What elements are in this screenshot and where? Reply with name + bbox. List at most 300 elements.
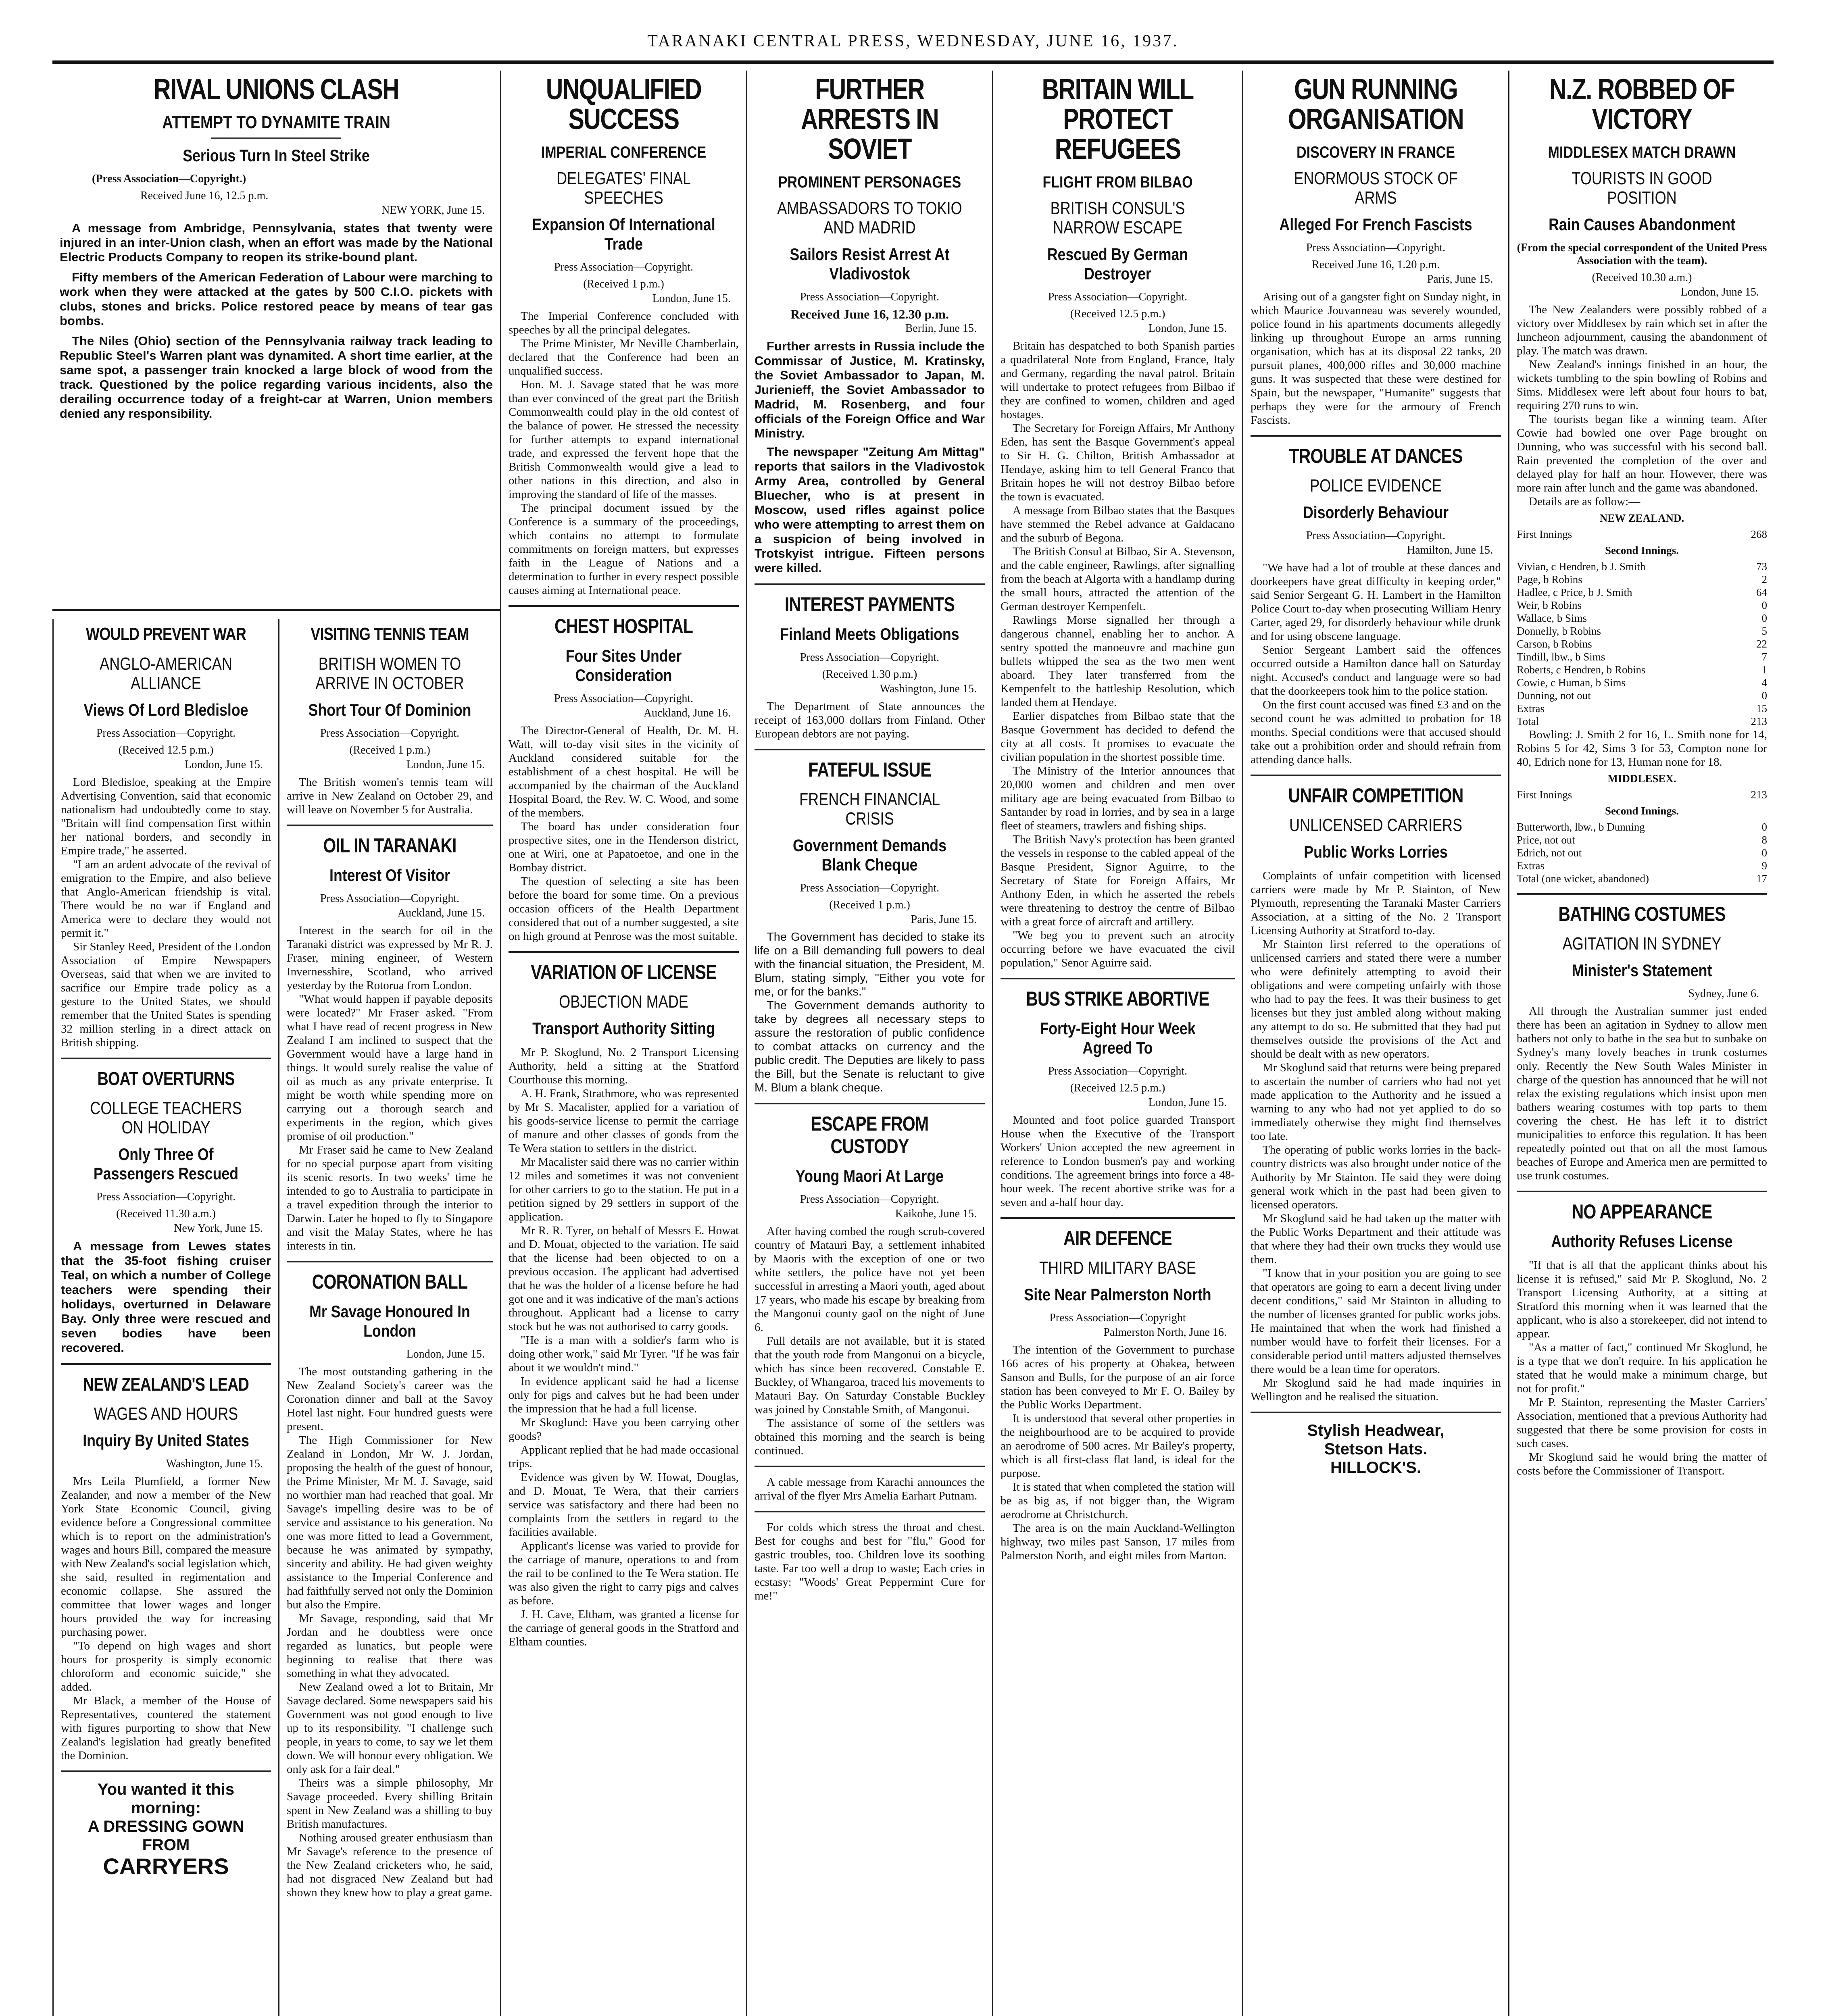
masthead-text: TARANAKI CENTRAL PRESS, WEDNESDAY, JUNE 16, 1937.: [647, 32, 1179, 50]
paragraph: Senior Sergeant Lambert said the offences occurred outside a Hamilton dance hall on Saturday night. Accused's conduct and language were so bad that the doorkeepers took him to the police station.: [1251, 644, 1501, 698]
paragraph: "He is a man with a soldier's farm who is doing other work," said Mr Tyrer. "If he was fair about it we wouldn't mind.": [509, 1334, 739, 1374]
credit: Press Association—Copyright.: [1048, 291, 1188, 303]
divider: [1251, 775, 1501, 776]
received: (Received 1 p.m.): [829, 899, 910, 911]
subheadline: ANGLO-AMERICAN ALLIANCE: [100, 654, 232, 693]
received: Received June 16, 1.20 p.m.: [1311, 258, 1440, 271]
credit: Press Association—Copyright.: [800, 1193, 940, 1206]
article-body: [1251, 290, 1501, 427]
column-1: [52, 619, 278, 2016]
dateline: London, June 15.: [1680, 286, 1759, 298]
credit: Press Association—Copyright.: [96, 727, 236, 739]
divider: [1517, 1191, 1767, 1192]
paragraph: "To depend on high wages and short hours for prosperity is simply economic chloroform and economic suicide," she added.: [61, 1639, 271, 1693]
paragraph: Mr Macalister said there was no carrier within 12 miles and sometimes it was not convenient for other carriers to go to the station. He put in a petition signed by 29 settlers in support of the application.: [509, 1156, 739, 1223]
deck: Expansion Of International Trade: [532, 215, 715, 253]
score-label: Total (one wicket, abandoned): [1517, 873, 1649, 885]
paragraph: Mr Skoglund said that returns were being prepared to ascertain the number of carriers who had not yet made application to the Authority and he issued a warning to any who had not yet applied to do so immediately otherwise they might find themselves too late.: [1251, 1061, 1501, 1143]
batsman: Page, b Robins: [1517, 573, 1582, 585]
batsman: Butterworth, lbw., b Dunning: [1517, 821, 1645, 833]
paragraph: J. H. Cave, Eltham, was granted a license for the carriage of general goods in the Stratford and Eltham counties.: [509, 1608, 739, 1648]
paragraph: Further arrests in Russia include the Commissar of Justice, M. Kratinsky, the Soviet Ambassador to Japan, M. Jurienieff, the Soviet Ambassador to Madrid, M. Rosenberg, and four officials of the Foreign Office and War Ministry.: [755, 339, 985, 440]
batting-row: [1517, 702, 1767, 715]
batting-row: [1517, 846, 1767, 859]
dateline: Washington, June 15.: [880, 683, 977, 695]
paragraph: Sir Stanley Reed, President of the London Association of Empire Newspapers Overseas, said that when we are invited to sacrifice our Empire trade policy as a gesture to the United States, we should remember that the United States is spending 32 million sterling in a direct attack on British shipping.: [61, 940, 271, 1049]
subheadline: BRITISH WOMEN TO ARRIVE IN OCTOBER: [315, 654, 464, 693]
received: Received June 16, 12.5 p.m.: [140, 190, 269, 202]
article-body: [1251, 869, 1501, 1404]
batsman: Hadlee, c Price, b J. Smith: [1517, 586, 1632, 598]
team-label: MIDDLESEX.: [1607, 773, 1676, 785]
article-body: [287, 924, 493, 1253]
runs: 2: [1761, 573, 1767, 585]
deck: Short Tour Of Dominion: [308, 700, 471, 719]
subheadline: DISCOVERY IN FRANCE: [1297, 144, 1455, 161]
subheadline: AMBASSADORS TO TOKIO AND MADRID: [777, 198, 962, 237]
dateline: Paris, June 15.: [1427, 273, 1493, 285]
paragraph: The board has under consideration four prospective sites, one in the Henderson district, one at Wiri, one at Papatoetoe, and one in the Bombay district.: [509, 820, 739, 874]
article-body: [1001, 1343, 1235, 1562]
dateline: Berlin, June 15.: [905, 322, 977, 335]
deck: Serious Turn In Steel Strike: [183, 146, 370, 165]
deck: Inquiry By United States: [83, 1431, 249, 1450]
dateline: London, June 15.: [1148, 1096, 1227, 1109]
deck: Views Of Lord Bledisloe: [83, 700, 248, 719]
runs: 0: [1761, 821, 1767, 833]
divider: [1251, 1412, 1501, 1413]
divider: [287, 825, 493, 826]
paragraph: Mr Skoglund: Have you been carrying other goods?: [509, 1416, 739, 1443]
credit: Press Association—Copyright.: [320, 892, 460, 905]
column-2: [278, 619, 500, 2016]
paragraph: The tourists began like a winning team. After Cowie had bowled one over Page brought on Dunning, who was successful with his second ball. Rain prevented the completion of the over and delayed play for half an hour. However, there was more rain after lunch and the game was abandoned.: [1517, 413, 1767, 494]
paragraph: "I am an ardent advocate of the revival of emigration to the Empire, and also believe that Anglo-American friendship is vital. There would be no war if England and America were to declare they would not permit it.": [61, 858, 271, 939]
paragraph: The Prime Minister, Mr Neville Chamberlain, declared that the Conference had been an unqualified success.: [509, 337, 739, 377]
credit: (From the special correspondent of the United Press Association with the team).: [1517, 242, 1767, 267]
article-body: [755, 700, 985, 741]
received: (Received 1 p.m.): [349, 744, 430, 756]
bowling-summary: [1517, 728, 1767, 769]
paragraph: The Ministry of the Interior announces that 20,000 women and children and men over military age are being evacuated from Bilbao to Santander by road in lorries, and by sea in a large fleet of steamers, trawlers and fishing ships.: [1001, 764, 1235, 832]
ad-line: Stylish Headwear,: [1307, 1422, 1445, 1439]
score-value: 268: [1751, 528, 1767, 540]
column-7: [1508, 71, 1774, 2016]
subheadline: TOURISTS IN GOOD POSITION: [1572, 169, 1712, 208]
batsman: Vivian, c Hendren, b J. Smith: [1517, 560, 1646, 573]
article-body: [61, 1475, 271, 1762]
paragraph: The operating of public works lorries in the back-country districts was also brought under notice of the Authority by Mr Stainton. He said they were doing general work which in the past had been given to licensed operators.: [1251, 1143, 1501, 1211]
article-body: [509, 1045, 739, 1649]
runs: 7: [1761, 651, 1767, 663]
paragraph: The Director-General of Health, Dr. M. H. Watt, will to-day visit sites in the vicinity of Auckland considered suitable for the establishment of a chest hospital. He will be accompanied by the chairman of the Auckland Hospital Board, the Rev. W. C. Wood, and some of the members.: [509, 724, 739, 819]
batting-row: [1517, 689, 1767, 702]
subheadline: ATTEMPT TO DYNAMITE TRAIN: [162, 112, 390, 132]
newspaper-page: [52, 71, 1774, 2016]
paragraph: Applicant replied that he had made occasional trips.: [509, 1443, 739, 1470]
column-3: [500, 71, 746, 2016]
paragraph: Mr R. R. Tyrer, on behalf of Messrs E. Howat and D. Mouat, objected to the variation. He said that the license had been objected to on a previous occasion. The applicant had advertised that he was the holder of a license before he had got one and it was indicative of the man's actions throughout. Applicant had a license to carry stock but he was not authorised to carry goods.: [509, 1224, 739, 1333]
paragraph: Full details are not available, but it is stated that the youth rode from Mangonui on a bicycle, which has since been recovered. Constable E. Buckley, of Whangaroa, traced his movements to Matauri Bay. On Saturday Constable Buckley was joined by Constable Smith, of Mangonui.: [755, 1335, 985, 1416]
credit: Press Association—Copyright.: [800, 651, 940, 664]
dateline: London, June 15.: [406, 758, 485, 771]
subheadline: OBJECTION MADE: [559, 992, 688, 1012]
paragraph: Earlier dispatches from Bilbao state that the Basque Government has decided to defend the city at all costs. It promises to evacuate the civilian population in the shortest possible time.: [1001, 710, 1235, 764]
paragraph: Mr Skoglund said he had taken up the matter with the Public Works Department and their attitude was that where they had their own trucks they would use them.: [1251, 1212, 1501, 1266]
credit: Press Association—Copyright.: [554, 692, 694, 705]
deck: Minister's Statement: [1572, 961, 1712, 980]
paragraph: Mr Savage, responding, said that Mr Jordan and he doubtless were once regarded as lunatics, but people were beginning to realise that there was something in what they advocated.: [287, 1612, 493, 1680]
score-row: [1517, 715, 1767, 728]
headline: CORONATION BALL: [312, 1270, 468, 1293]
divider: [61, 1058, 271, 1059]
deck: Government Demands Blank Cheque: [793, 836, 946, 874]
subheadline: MIDDLESEX MATCH DRAWN: [1548, 144, 1736, 161]
divider: [211, 137, 341, 139]
hillocks-advertisement: [1251, 1421, 1501, 1477]
paragraph: The Niles (Ohio) section of the Pennsylvania railway track leading to Republic Steel's Warren plant was dynamited. A short time earlier, at the same spot, a passenger train knocked a large block of wood from the track. Questioned by the police regarding various incidents, also the derailing occurrence today of a freight-car at Warren, Union members denied any responsibility.: [60, 334, 493, 421]
deck: Disorderly Behaviour: [1303, 503, 1449, 522]
batting-row: [1517, 650, 1767, 663]
paragraph: "If that is all that the applicant thinks about his license it is refused," said Mr P. Skoglund, No. 2 Transport Licensing Authority, at a sitting at Stratford this morning when it was learned that the applicant, who is also a storekeeper, did not intend to appear.: [1517, 1259, 1767, 1340]
batting-row: [1517, 599, 1767, 612]
article-body: [1517, 303, 1767, 508]
article-body: [755, 930, 985, 1095]
headline: BRITAIN WILL PROTECT REFUGEES: [1042, 73, 1194, 165]
runs: 0: [1761, 847, 1767, 859]
batsman: Roberts, c Hendren, b Robins: [1517, 664, 1646, 676]
dateline: London, June 15.: [184, 758, 263, 771]
divider: [1517, 893, 1767, 895]
batsman: Extras: [1517, 860, 1545, 872]
runs: 9: [1761, 860, 1767, 872]
batsman: Tindill, lbw., b Sims: [1517, 651, 1605, 663]
batting-row: [1517, 833, 1767, 846]
paragraph: A message from Lewes states that the 35-foot fishing cruiser Teal, on which a number of College teachers were spending their holidays, overturned in Delaware Bay. Only three were rescued and seven bodies have been recovered.: [61, 1239, 271, 1355]
headline: NEW ZEALAND'S LEAD: [83, 1374, 249, 1395]
headline: TROUBLE AT DANCES: [1289, 445, 1463, 467]
batsman: Weir, b Robins: [1517, 599, 1582, 611]
paragraph: Mr P. Skoglund, No. 2 Transport Licensing Authority, held a sitting at the Stratford Courthouse this morning.: [509, 1046, 739, 1086]
paragraph: Mr Black, a member of the House of Representatives, countered the statement with figures purporting to show that New Zealand's legislation had greatly benefited the Dominion.: [61, 1694, 271, 1762]
masthead-rule: [52, 60, 1774, 64]
runs: 0: [1761, 612, 1767, 624]
score-label: First Innings: [1517, 789, 1572, 801]
paragraph: "I know that in your position you are going to see that operators are going to earn a decent living under decent conditions," said Mr Stainton in alluding to the number of licenses granted for public works jobs. He maintained that when the work had finished a number would have to forfeit their licenses. For a considerable period until matters adjusted themselves there would be a lean time for operators.: [1251, 1267, 1501, 1376]
paragraph: A message from Ambridge, Pennsylvania, states that twenty were injured in an inter-Union clash, when an effort was made by the National Electric Products Company to reopen its strike-bound plant.: [60, 221, 493, 264]
divider: [755, 1103, 985, 1104]
article-body: [755, 1475, 985, 1503]
deck: Site Near Palmerston North: [1024, 1285, 1211, 1304]
received: (Received 1.30 p.m.): [822, 668, 917, 681]
divider: [755, 1511, 985, 1512]
divider: [509, 951, 739, 953]
rival-unions-article: [52, 71, 500, 611]
paragraph: The British women's tennis team will arrive in New Zealand on October 29, and will leave on November 5 for Australia.: [287, 776, 493, 816]
batsman: Cowie, c Human, b Sims: [1517, 677, 1626, 689]
paragraph: The Department of State announces the receipt of 163,000 dollars from Finland. Other European debtors are not paying.: [755, 700, 985, 740]
paragraph: Bowling: J. Smith 2 for 16, L. Smith none for 14, Robins 5 for 42, Sims 3 for 53, Compton none for 40, Edrich none for 13, Human none for 18.: [1517, 728, 1767, 768]
divider: [287, 1261, 493, 1262]
received: (Received 12.5 p.m.): [1070, 1082, 1165, 1094]
score-row: [1517, 788, 1767, 801]
divider: [1001, 1217, 1235, 1219]
paragraph: The High Commissioner for New Zealand in London, Mr W. J. Jordan, proposing the health of the guest of honour, the Prime Minister, Mr M. J. Savage, said no worthier man had reached that goal. Mr Savage's impelling desire was to be of service and assistance to his generation. No one was more fitted to lead a Government, because he was animated by sympathy, sincerity and ability. He had given weighty assistance to the Imperial Conference and had faithfully served not only the Dominion but also the Empire.: [287, 1434, 493, 1611]
dateline: New York, June 15.: [174, 1222, 263, 1235]
article-body: [509, 724, 739, 943]
received: (Received 12.5 p.m.): [118, 744, 214, 756]
batting-row: [1517, 560, 1767, 573]
batting-row: [1517, 586, 1767, 599]
paragraph: Theirs was a simple philosophy, Mr Savage proceeded. Every shilling Britain spent in New Zealand was a shilling to buy British manufactures.: [287, 1776, 493, 1831]
dateline: London, June 15.: [1148, 322, 1227, 335]
paragraph: Mr Skoglund said he would bring the matter of costs before the Commissioner of Transport.: [1517, 1451, 1767, 1477]
paragraph: Mr Fraser said he came to New Zealand for no special purpose apart from visiting its scenic resorts. In two weeks' time he intended to go to Australia to participate in a travel expedition through the interior to Darwin. Later he hoped to fly to Singapore and visit the Malay States, where he has interests in tin.: [287, 1143, 493, 1252]
headline: INTEREST PAYMENTS: [784, 593, 955, 616]
runs: 8: [1761, 834, 1767, 846]
batting-row: [1517, 612, 1767, 625]
paragraph: Interest in the search for oil in the Taranaki district was expressed by Mr R. J. Fraser, mining engineer, of Western Invernesshire, Scotland, who arrived yesterday by the Rotorua from London.: [287, 924, 493, 992]
paragraph: The assistance of some of the settlers was obtained this morning and the search is being continued.: [755, 1417, 985, 1457]
paragraph: Lord Bledisloe, speaking at the Empire Advertising Convention, said that economic nationalism had undoubtedly come to stay. "Britain will find compensation first within her national borders, and secondly in Empire trade," he asserted.: [61, 776, 271, 857]
score-row: [1517, 528, 1767, 541]
masthead: [0, 0, 1826, 60]
divider: [1251, 435, 1501, 437]
paragraph: The Imperial Conference concluded with speeches by all the principal delegates.: [509, 310, 739, 336]
batsman: Dunning, not out: [1517, 689, 1591, 702]
runs: 15: [1756, 702, 1767, 714]
paragraph: All through the Australian summer just ended there has been an agitation in Sydney to allow men bathers not only to bathe in the sea but to sunbake on Sydney's many lovely beaches in trunk costumes only. Recently the New South Wales Minister in charge of the question has announced that he will not relax the existing regulations which insist upon men bathers wearing costumes with top parts to them covering the chest. He has left it to district municipalities to enforce this regulation. It has been repeatedly pointed out that on all the most famous beaches of Europe and America men are permitted to use trunk costumes.: [1517, 1005, 1767, 1182]
deck: Authority Refuses License: [1551, 1232, 1733, 1251]
paragraph: Applicant's license was varied to provide for the carriage of manure, operations to and from the rail to be confined to the Te Wera station. He was also given the right to carry pigs and calves as before.: [509, 1539, 739, 1607]
article-body: [61, 1239, 271, 1355]
ad-line: HILLOCK'S.: [1330, 1459, 1422, 1477]
batting-row: [1517, 573, 1767, 586]
dateline: Sydney, June 6.: [1688, 987, 1759, 1000]
score-label: First Innings: [1517, 528, 1572, 540]
score-row: [1517, 872, 1767, 885]
column-6: [1242, 71, 1508, 2016]
paragraph: A message from Bilbao states that the Basques have stemmed the Rebel advance at Galdacano and the suburb of Begona.: [1001, 504, 1235, 544]
runs: 1: [1761, 664, 1767, 676]
subheadline: FRENCH FINANCIAL CRISIS: [799, 789, 940, 829]
credit: Press Association—Copyright.: [1048, 1065, 1188, 1077]
received: Received June 16, 12.30 p.m.: [790, 307, 949, 321]
article-body: [1517, 1258, 1767, 1478]
ad-line: FROM: [142, 1836, 190, 1854]
deck: Forty-Eight Hour Week Agreed To: [1040, 1019, 1196, 1057]
headline: CHEST HOSPITAL: [554, 615, 693, 637]
subheadline: FLIGHT FROM BILBAO: [1042, 173, 1193, 191]
article-body: [755, 1225, 985, 1458]
deck: Finland Meets Obligations: [780, 625, 959, 644]
paragraph: "We beg you to prevent such an atrocity occurring before we have evacuated the civil population," Senor Aguirre said.: [1001, 929, 1235, 969]
paragraph: The Secretary for Foreign Affairs, Mr Anthony Eden, has sent the Basque Government's appeal to Sir H. G. Chilton, British Ambassador at Hendaye, asking him to tell General Franco that Britain hopes he will not destroy Bilbao before the town is evacuated.: [1001, 422, 1235, 503]
deck: Alleged For French Fascists: [1279, 215, 1472, 234]
paragraph: The area is on the main Auckland-Wellington highway, two miles past Sanson, 17 miles from Palmerston North, and eight miles from Marton.: [1001, 1522, 1235, 1562]
runs: 5: [1761, 625, 1767, 637]
paragraph: It is understood that several other properties in the neighbourhood are to be acquired to provide an aerodrome of 500 acres. Mr Bailey's property, which is all first-class flat land, is ideal for the purpose.: [1001, 1412, 1235, 1480]
dateline: Auckland, June 15.: [397, 907, 485, 919]
score-value: 213: [1751, 789, 1767, 801]
ad-line: Stetson Hats.: [1324, 1440, 1428, 1458]
headline: OIL IN TARANAKI: [323, 834, 456, 857]
paragraph: A. H. Frank, Strathmore, who was represented by Mr S. Macalister, applied for a variation of his goods-service license to permit the carriage of manure and other classes of goods from the Te Wera station to settlers in the district.: [509, 1087, 739, 1155]
article-body: [60, 221, 493, 421]
score-label: Total: [1517, 715, 1539, 727]
deck: Mr Savage Honoured In London: [309, 1302, 470, 1340]
score-value: 213: [1751, 715, 1767, 727]
deck: Rain Causes Abandonment: [1549, 215, 1735, 234]
paragraph: New Zealand owed a lot to Britain, Mr Savage declared. Some newspapers said his Government was not good enough to live up to its responsibility. "I challenge such people, in years to come, to say we let them down. We will honour every obligation. We only ask for a fair deal.": [287, 1681, 493, 1776]
article-body: [509, 309, 739, 597]
batsman: Donnelly, b Robins: [1517, 625, 1601, 637]
divider: [1001, 978, 1235, 979]
divider: [509, 605, 739, 607]
paragraph: On the first count accused was fined £3 and on the second count he was admitted to probation for 18 months. Special conditions were that accused should take out a prohibition order and should refrain from attending dance halls.: [1251, 698, 1501, 766]
divider: [755, 749, 985, 750]
paragraph: The question of selecting a site has been before the board for some time. On a previous occasion officers of the Health Department considered that out of a number suggested, a site on high ground at Penrose was the most suitable.: [509, 875, 739, 943]
paragraph: For colds which stress the throat and chest. Best for coughs and best for "flu," Good for gastric troubles, too. Children love its soothing taste. Far too well a drop to waste; Each cries in ecstasy: "Woods' Great Peppermint Cure for me!": [755, 1521, 985, 1602]
dateline: Palmerston North, June 16.: [1103, 1326, 1227, 1339]
credit: Press Association—Copyright.: [800, 291, 940, 303]
article-body: [1251, 561, 1501, 766]
deck: Only Three Of Passengers Rescued: [93, 1145, 239, 1183]
divider: [755, 1466, 985, 1467]
headline: VISITING TENNIS TEAM: [311, 624, 469, 644]
innings-label: Second Innings.: [1605, 544, 1679, 556]
headline: VARIATION OF LICENSE: [531, 961, 717, 983]
headline: GUN RUNNING ORGANISATION: [1288, 73, 1464, 135]
credit: Press Association—Copyright.: [1306, 529, 1446, 542]
paragraph: The Government has decided to stake its life on a Bill demanding full powers to deal with the financial situation, the President, M. Blum, stating simply, "Either you vote for me, or for the banks.": [755, 931, 985, 998]
batting-row: [1517, 821, 1767, 833]
paragraph: The New Zealanders were possibly robbed of a victory over Middlesex by rain which set in after the luncheon adjournment, causing the abandonment of play. The match was drawn.: [1517, 303, 1767, 357]
paragraph: "What would happen if payable deposits were located?" Mr Fraser asked. "From what I have read of recent progress in New Zealand I am inclined to suspect that the Government would have a large hand in things. It would surely realise the value of oil as much as any private enterprise. It might be worth while spending more on carrying out a thorough search and experiments in the region, which gives promise of oil production.": [287, 993, 493, 1143]
dateline: London, June 15.: [406, 1348, 485, 1360]
deck: Interest Of Visitor: [329, 866, 450, 885]
paragraph: Evidence was given by W. Howat, Douglas, and D. Mouat, Te Wera, that their carriers service was satisfactory and there had been no complaints from the settlers in regard to the facilities available.: [509, 1471, 739, 1539]
paragraph: Complaints of unfair competition with licensed carriers were made by Mr P. Stainton, of New Plymouth, representing the Taranaki Master Carriers Association, at a sitting of the No. 2 Transport Licensing Authority at Stratford to-day.: [1251, 869, 1501, 937]
paragraph: Details are as follow:—: [1529, 495, 1640, 508]
paragraph: Rawlings Morse signalled her through a dangerous channel, enabling her to anchor. A sentry spotted the manoeuvre and machine gun bullets whipped the sea as the two men went aboard. They later transferred from the Kempenfelt to the battleship Resolution, which landed them at Hendaye.: [1001, 614, 1235, 709]
dateline: London, June 15.: [652, 292, 731, 305]
headline: AIR DEFENCE: [1063, 1227, 1172, 1250]
paragraph: Arising out of a gangster fight on Sunday night, in which Maurice Jouvanneau was severely wounded, police found in his apartments documents allegedly linking up throughout Europe an arms running organisation, which has at its disposal 22 tanks, 20 pursuit planes, 400,000 rifles and 30,000 machine guns. It was suspected that these were destined for Spain, but the newspaper, "Humanite" suggests that perhaps they were for the armoury of French Fascists.: [1251, 290, 1501, 427]
received: (Received 1 p.m.): [583, 278, 664, 290]
paragraph: After having combed the rough scrub-covered country of Matauri Bay, a settlement inhabited by Maoris with the exception of one or two white settlers, the police have not yet been successful in arresting a Maori youth, aged about 17 years, who made his escape by breaking from the Mangonui county gaol on the night of June 6.: [755, 1225, 985, 1334]
paragraph: The intention of the Government to purchase 166 acres of his property at Ohakea, between Sanson and Bulls, for the purpose of an air force station has been conveyed to Mr F. O. Bailey by the Public Works Department.: [1001, 1343, 1235, 1411]
batsman: Edrich, not out: [1517, 847, 1582, 859]
divider: [61, 1363, 271, 1365]
ad-line: CARRYERS: [103, 1854, 229, 1879]
deck: Four Sites Under Consideration: [565, 646, 682, 685]
received: (Received 12.5 p.m.): [1070, 308, 1165, 320]
article-body: [1001, 339, 1235, 970]
credit: (Press Association—Copyright.): [92, 173, 246, 185]
deck: Young Maori At Large: [796, 1166, 944, 1185]
headline: BUS STRIKE ABORTIVE: [1026, 987, 1209, 1010]
runs: 4: [1761, 677, 1767, 689]
batsman: Price, not out: [1517, 834, 1575, 846]
headline: RIVAL UNIONS CLASH: [154, 73, 399, 106]
article-body: [287, 1365, 493, 1899]
paragraph: The British Navy's protection has been granted the vessels in response to the cabled appeal of the Basque President, Signor Aguirre, to the Secretary of State for Foreign Affairs, Mr Anthony Eden, in which he asserted the rebels were threatening to destroy the centre of Bilbao with a great force of aircraft and artillery.: [1001, 833, 1235, 928]
divider: [755, 583, 985, 585]
dateline: Paris, June 15.: [911, 913, 977, 926]
deck: Rescued By German Destroyer: [1047, 245, 1188, 283]
subheadline: AGITATION IN SYDNEY: [1562, 934, 1722, 954]
received: (Received 11.30 a.m.): [116, 1208, 216, 1220]
paragraph: In evidence applicant said he had a license only for pigs and calves but he had been under the impression that he had a full license.: [509, 1375, 739, 1415]
dateline: Hamilton, June 15.: [1407, 544, 1493, 556]
received: (Received 10.30 a.m.): [1592, 271, 1692, 284]
paragraph: A cable message from Karachi announces the arrival of the flyer Mrs Amelia Earhart Putnam.: [755, 1476, 985, 1502]
ad-line: You wanted it this morning:: [97, 1781, 235, 1817]
peppermint-cure-advertisement: [755, 1520, 985, 1603]
deck: Public Works Lorries: [1304, 842, 1448, 861]
batting-row: [1517, 637, 1767, 650]
deck: Sailors Resist Arrest At Vladivostok: [790, 245, 950, 283]
paragraph: The British Consul at Bilbao, Sir A. Stevenson, and the cable engineer, Rawlings, after signalling from the beach at Algorta with a handlamp during the small hours, attracted the attention of the German destroyer Kempenfelt.: [1001, 545, 1235, 613]
paragraph: The most outstanding gathering in the New Zealand Society's career was the Coronation dinner and ball at the Savoy Hotel last night. Four hundred guests were present.: [287, 1365, 493, 1433]
subheadline: DELEGATES' FINAL SPEECHES: [556, 169, 691, 208]
article-body: [1001, 1113, 1235, 1209]
runs: 0: [1761, 689, 1767, 702]
column-4: [746, 71, 992, 2016]
batting-row: [1517, 625, 1767, 637]
innings-label: Second Innings.: [1605, 805, 1679, 817]
divider: [61, 1770, 271, 1772]
dateline: NEW YORK, June 15.: [381, 204, 485, 217]
subheadline: IMPERIAL CONFERENCE: [541, 144, 707, 161]
headline: BOAT OVERTURNS: [97, 1068, 235, 1089]
subheadline: UNLICENSED CARRIERS: [1289, 815, 1463, 835]
paragraph: The newspaper "Zeitung Am Mittag" reports that sailors in the Vladivostok Army Area, controlled by General Bluecher, who is at present in Moscow, used rifles against police who were attempting to arrest them on a suspicion of being involved in Trotskyist intrigue. Fifteen persons were killed.: [755, 445, 985, 575]
batting-row: [1517, 663, 1767, 676]
dateline: Kaikohe, June 15.: [895, 1208, 977, 1220]
credit: Press Association—Copyright.: [1306, 242, 1446, 254]
article-body: [61, 775, 271, 1050]
credit: Press Association—Copyright.: [554, 261, 694, 273]
headline: UNQUALIFIED SUCCESS: [546, 73, 702, 135]
paragraph: Britain has despatched to both Spanish parties a quadrilateral Note from England, France, Italy and Germany, regarding the naval patrol. Britain will undertake to protect refugees from Bilbao if they are confined to women, children and aged hostages.: [1001, 339, 1235, 421]
subheadline: THIRD MILITARY BASE: [1039, 1258, 1196, 1278]
paragraph: It is stated that when completed the station will be as big as, if not bigger than, the Wigram aerodrome at Christchurch.: [1001, 1481, 1235, 1521]
credit: Press Association—Copyright: [1049, 1312, 1186, 1324]
paragraph: Mr Stainton first referred to the operations of unlicensed carriers and stated there were a number who were definitely attempting to avoid their obligations and were competing unfairly with those who had to pay the fees. It was their business to get licenses but they just ambled along without making any attempt to do so. He submitted that they had put themselves outside the provisions of the Act and should be dealt with as new operators.: [1251, 938, 1501, 1060]
nz-batting-rows: [1517, 560, 1767, 715]
deck: Transport Authority Sitting: [532, 1019, 715, 1038]
subheadline: ENORMOUS STOCK OF ARMS: [1294, 169, 1458, 208]
paragraph: Mr Skoglund said he had made inquiries in Wellington and he realised the situation.: [1251, 1377, 1501, 1403]
subheadline: BRITISH CONSUL'S NARROW ESCAPE: [1050, 198, 1185, 237]
headline: N.Z. ROBBED OF VICTORY: [1549, 73, 1735, 135]
headline: ESCAPE FROM CUSTODY: [811, 1112, 929, 1158]
ad-line: A DRESSING GOWN: [88, 1818, 244, 1835]
paragraph: Hon. M. J. Savage stated that he was more than ever convinced of the great part the British Commonwealth could play in the old contest of the balance of power. He stressed the necessity for further attempts to expand international trade, and expressed the fervent hope that the British Commonwealth would give a lead to other nations in this direction, and also in improving the standard of life of the masses.: [509, 378, 739, 501]
article-body: [287, 775, 493, 816]
subheadline: POLICE EVIDENCE: [1310, 476, 1442, 496]
mx-batting-rows: [1517, 821, 1767, 872]
credit: Press Association—Copyright.: [96, 1191, 236, 1203]
dateline: Washington, June 15.: [166, 1458, 263, 1470]
carryers-advertisement: [61, 1780, 271, 1879]
batting-row: [1517, 676, 1767, 689]
headline: BATHING COSTUMES: [1558, 903, 1726, 925]
runs: 0: [1761, 599, 1767, 611]
dateline: Auckland, June 16.: [643, 707, 731, 719]
